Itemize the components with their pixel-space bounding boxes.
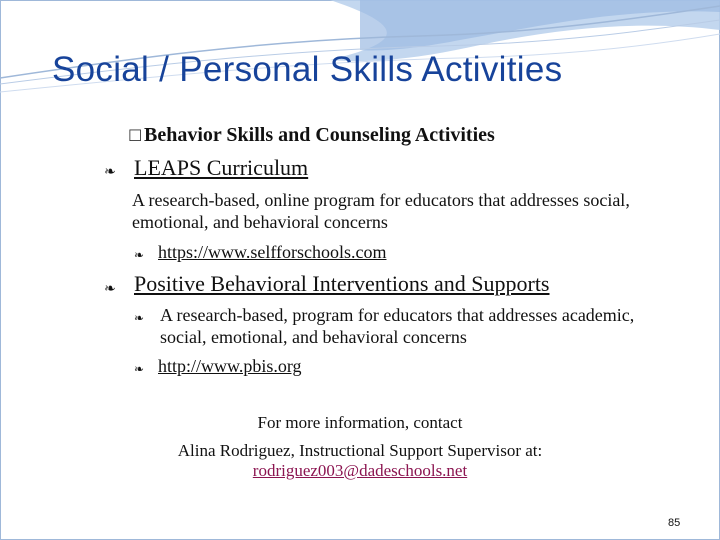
- contact-email-link[interactable]: rodriguez003@dadeschools.net: [252, 461, 468, 480]
- contact-line-2: Alina Rodriguez, Instructional Support Supervisor at:: [177, 441, 543, 460]
- leaps-link-row: [158, 242, 386, 263]
- pbis-label: Positive Behavioral Interventions and Supports: [134, 271, 550, 296]
- pbis-link[interactable]: http://www.pbis.org: [158, 356, 302, 376]
- section-heading: Behavior Skills and Counseling Activities: [144, 124, 495, 146]
- heading-bullet-icon: ☐: [128, 126, 143, 145]
- contact-line-1: For more information, contact: [257, 413, 463, 432]
- leaps-description: A research-based, online program for educators that addresses social, emotional, and behavioral concerns: [132, 190, 630, 232]
- pbis-link-row: [158, 356, 302, 377]
- bullet-icon: ❧: [104, 281, 116, 297]
- item-leaps-label: [134, 155, 308, 181]
- bullet-icon: ❧: [134, 311, 145, 325]
- contact-email-row: [180, 461, 540, 481]
- leaps-curriculum-label: LEAPS Curriculum: [134, 155, 309, 180]
- item-pbis-label-row: [134, 271, 550, 297]
- page-number: 85: [668, 517, 681, 529]
- slide-title: Social / Personal Skills Activities: [52, 50, 563, 89]
- bullet-icon: ❧: [104, 164, 116, 180]
- leaps-link[interactable]: https://www.selfforschools.com: [158, 242, 387, 262]
- bullet-icon: ❧: [134, 248, 145, 262]
- bullet-icon: ❧: [134, 362, 145, 376]
- pbis-description: A research-based, program for educators that addresses academic, social, emotional, and behavioral concerns: [160, 305, 635, 347]
